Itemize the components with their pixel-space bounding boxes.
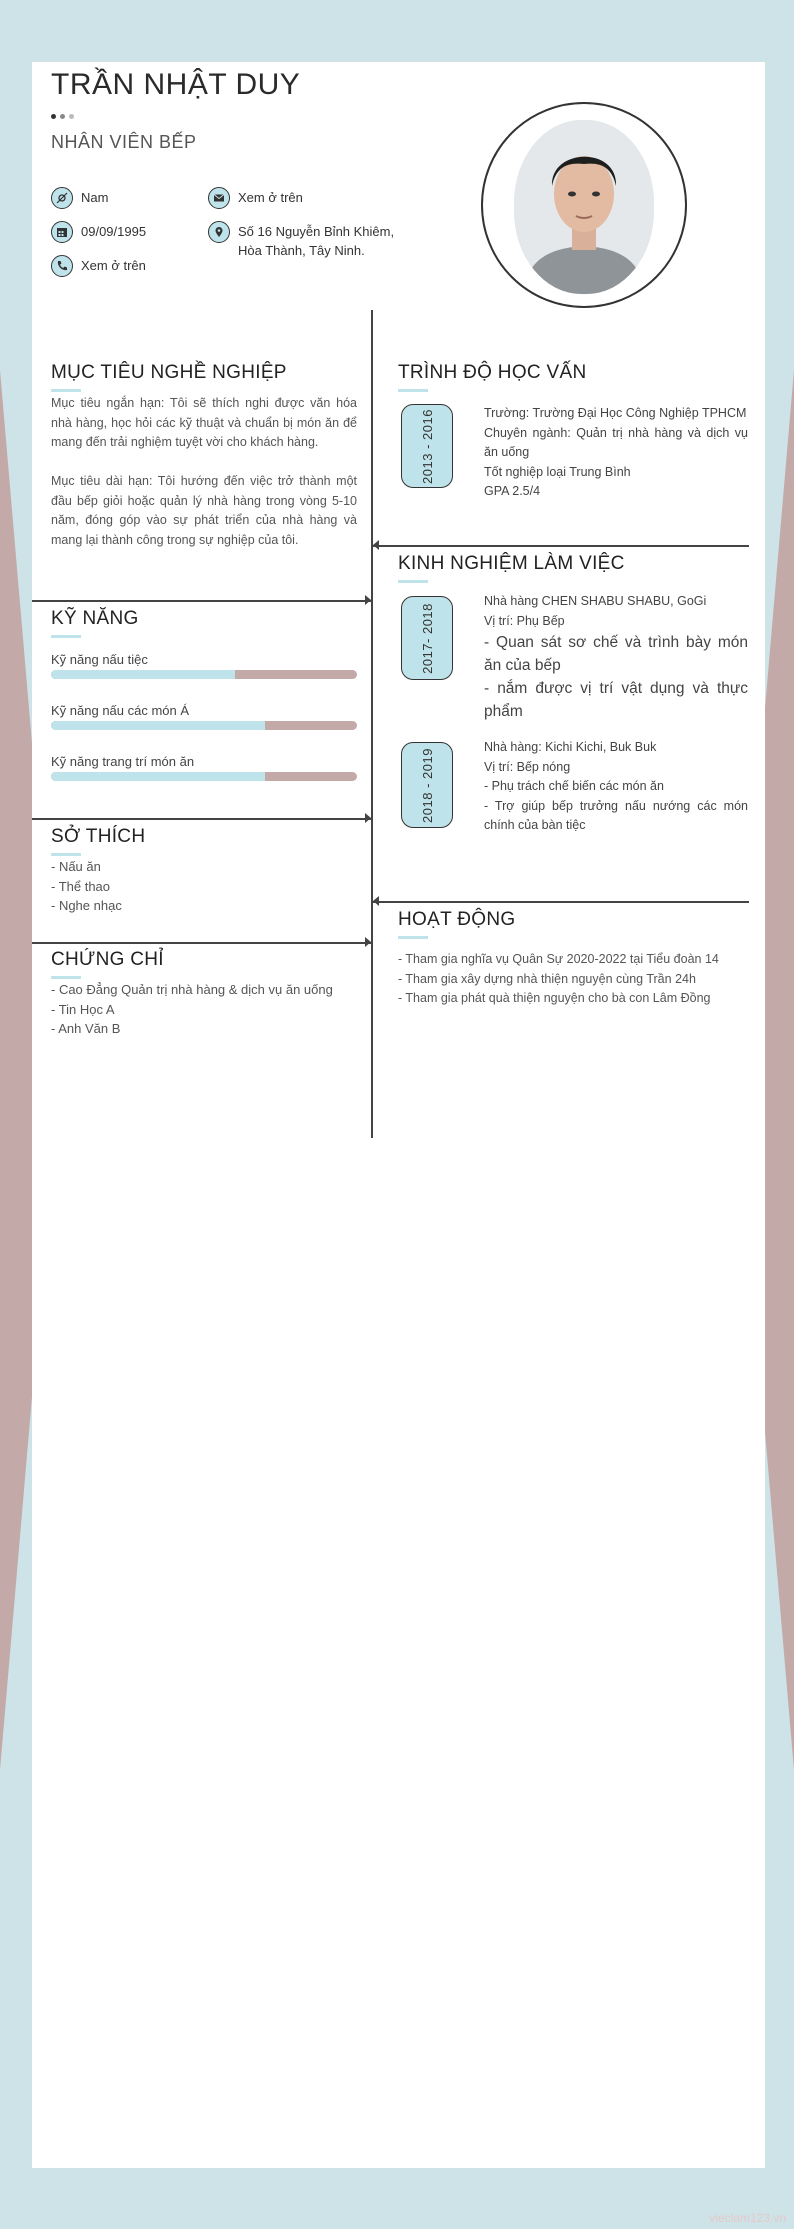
section-underline (398, 936, 428, 939)
list-item: - Nấu ăn (51, 859, 101, 874)
gender-icon (51, 187, 73, 209)
job-duty: - Quan sát sơ chế và trình bày món ăn của bếp (484, 634, 748, 674)
section-underline (398, 389, 428, 392)
skill-bar (51, 772, 357, 781)
envelope-icon (208, 187, 230, 209)
gender-value: Nam (81, 190, 109, 205)
education-school: Trường: Trường Đại Học Công Nghiệp TPHCM (484, 406, 747, 420)
education-details (484, 404, 748, 502)
skill-bar-fill (51, 721, 265, 730)
education-period-badge (401, 404, 453, 488)
address-value (238, 222, 394, 260)
objective-short-term: Mục tiêu ngắn hạn: Tôi sẽ thích nghi được văn hóa nhà hàng, học hỏi các kỹ thuật và chuẩn bị món ăn để mang đến trải nghiệm tuyệt vời cho khách hàng. (51, 396, 357, 449)
candidate-name: TRẦN NHẬT DUY (51, 68, 301, 101)
education-period: 2013 - 2016 (419, 408, 435, 484)
calendar-icon (51, 221, 73, 243)
list-item: - Tin Học A (51, 1001, 115, 1017)
divider-experience (373, 545, 749, 547)
experience-period: 2018 - 2019 (419, 747, 435, 823)
job-position: Vị trí: Phụ Bếp (484, 613, 565, 628)
education-grade: Tốt nghiệp loại Trung Bình (484, 464, 631, 479)
section-underline (398, 580, 428, 583)
divider-activities (373, 901, 749, 903)
divider-arrow (365, 937, 371, 947)
education-major: Chuyên ngành: Quản trị nhà hàng và dịch vụ ăn uống (484, 425, 748, 459)
job-duty: - nắm được vị trí vật dụng và thực phẩm (484, 680, 748, 720)
address-line-1: Số 16 Nguyễn Bỉnh Khiêm, (238, 224, 395, 239)
divider-certificates (32, 942, 371, 944)
phone-value: Xem ở trên (81, 258, 146, 273)
section-underline (51, 635, 81, 638)
skill-bar (51, 670, 357, 679)
contact-address (208, 222, 394, 260)
experience-job (484, 592, 748, 723)
phone-icon (51, 255, 73, 277)
activities-title: HOẠT ĐỘNG (398, 909, 516, 930)
section-underline (51, 389, 81, 392)
experience-period: 2017- 2018 (419, 602, 435, 674)
section-underline (51, 976, 81, 979)
certificates-list (51, 980, 333, 1039)
email-value: Xem ở trên (238, 190, 303, 205)
job-title: NHÂN VIÊN BẾP (51, 132, 197, 152)
experience-period-badge (401, 596, 453, 680)
list-item: - Tham gia xây dựng nhà thiện nguyện cùng Trần 24h (398, 971, 696, 986)
contact-birthday (51, 222, 146, 243)
list-item: - Tham gia phát quà thiện nguyện cho bà con Lâm Đồng (398, 991, 711, 1005)
skill-bar (51, 721, 357, 730)
address-line-2: Hòa Thành, Tây Ninh. (238, 243, 365, 258)
activities-list (398, 950, 749, 1009)
profile-photo (514, 120, 654, 294)
column-divider (371, 310, 373, 1138)
birthday-value: 09/09/1995 (81, 224, 147, 239)
divider-arrow (365, 595, 371, 605)
divider-hobbies (32, 818, 371, 820)
dot-2 (60, 114, 65, 119)
skills-title: KỸ NĂNG (51, 608, 139, 629)
list-item: - Thể thao (51, 878, 111, 894)
certificates-title: CHỨNG CHỈ (51, 949, 164, 970)
section-underline (51, 853, 81, 856)
title-dots (51, 114, 74, 119)
job-duty: - Trợ giúp bếp trưởng nấu nướng các món chính của bàn tiệc (484, 798, 748, 832)
job-duty: - Phụ trách chế biến các món ăn (484, 779, 664, 793)
skill-bar-fill (51, 772, 265, 781)
watermark: vieclam123.vn (709, 2211, 786, 2225)
divider-arrow (373, 540, 379, 550)
dot-3 (69, 114, 74, 119)
hobbies-title: SỞ THÍCH (51, 826, 146, 847)
experience-period-badge (401, 742, 453, 828)
skill-label: Kỹ năng trang trí món ăn (51, 754, 195, 769)
skill-label: Kỹ năng nấu tiệc (51, 652, 148, 667)
education-title: TRÌNH ĐỘ HỌC VẤN (398, 362, 587, 383)
skill-bar-fill (51, 670, 235, 679)
divider-arrow (373, 896, 379, 906)
contact-phone (51, 256, 146, 277)
experience-job (484, 738, 748, 836)
list-item: - Nghe nhạc (51, 898, 122, 913)
experience-title: KINH NGHIỆM LÀM VIỆC (398, 553, 625, 574)
list-item: - Anh Văn B (51, 1021, 121, 1036)
hobbies-list (51, 857, 122, 916)
list-item: - Tham gia nghĩa vụ Quân Sự 2020-2022 tại Tiểu đoàn 14 (398, 952, 719, 966)
divider-arrow (365, 813, 371, 823)
objective-title: MỤC TIÊU NGHỀ NGHIỆP (51, 362, 287, 383)
contact-email (208, 188, 303, 209)
dot-1 (51, 114, 56, 119)
location-pin-icon (208, 221, 230, 243)
job-company: Nhà hàng: Kichi Kichi, Buk Buk (484, 740, 657, 754)
objective-long-term: Mục tiêu dài hạn: Tôi hướng đến việc trở thành một đầu bếp giỏi hoặc quản lý nhà hàng trong vòng 5-10 năm, đóng góp vào sự phát triển của nhà hàng và mang lại thành công trong sự nghiệp của tôi. (51, 474, 357, 547)
job-company: Nhà hàng CHEN SHABU SHABU, GoGi (484, 594, 707, 608)
education-gpa: GPA 2.5/4 (484, 484, 541, 498)
list-item: - Cao Đẳng Quản trị nhà hàng & dịch vụ ăn uống (51, 982, 333, 997)
skill-label: Kỹ năng nấu các món Á (51, 703, 190, 718)
divider-skills (32, 600, 371, 602)
cv-page (32, 62, 765, 2168)
profile-photo-frame (481, 102, 687, 308)
job-position: Vị trí: Bếp nóng (484, 759, 571, 774)
contact-gender (51, 188, 108, 209)
